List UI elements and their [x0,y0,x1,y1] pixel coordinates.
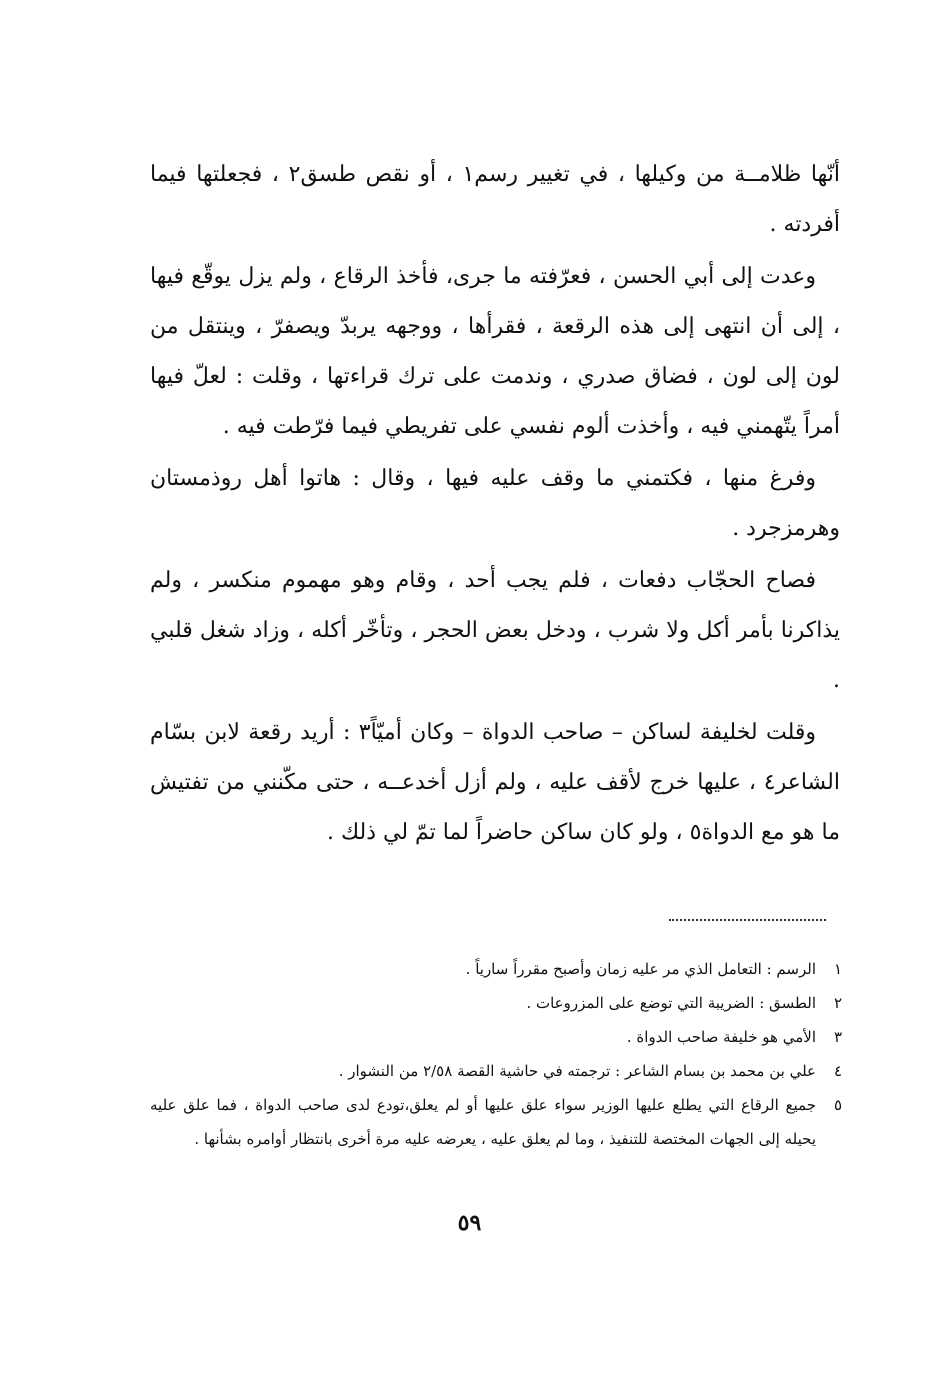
footnote-number: ١ [833,960,842,978]
footnote-item [150,1054,842,1088]
footnote-number: ٣ [833,1028,842,1046]
footnote-text: الأمي هو خليفة صاحب الدواة . [626,1028,816,1046]
footnote-number: ٥ [833,1096,842,1114]
footnote-divider [669,919,826,921]
footnote-text: جميع الرقاع التي يطلع عليها الوزير سواء علق عليها أو لم يعلق،تودع لدى صاحب الدواة ، فما علق عليه يحيله إلى الجهات المختصة للتنفيذ ، وما لم يعلق عليه ، يعرضه عليه مرة أخرى بانتظار أوامره بشأنها . [150,1096,816,1148]
footnote-text: الطسق : الضريبة التي توضع على المزروعات . [526,994,816,1012]
footnote-text: الرسم : التعامل الذي مر عليه زمان وأصبح مقرراً سارياً . [465,960,816,978]
paragraph: وعدت إلى أبي الحسن ، فعرّفته ما جرى، فأخذ الرقاع ، ولم يزل يوقّع فيها ، إلى أن انتهى إلى هذه الرقعة ، فقرأها ، ووجهه يربدّ ويصفرّ ، وينتقل من لون إلى لون ، فضاق صدري ، وندمت على ترك قراءتها ، وقلت : لعلّ فيها أمراً يتّهمني فيه ، وأخذت ألوم نفسي على تفريطي فيما فرّطت فيه . [150,264,840,439]
footnote-item [150,1088,842,1156]
paragraph: فصاح الحجّاب دفعات ، فلم يجب أحد ، وقام وهو مهموم منكسر ، ولم يذاكرنا بأمر أكل ولا شرب ، ودخل بعض الحجر ، وتأخّر أكله ، وزاد شغل قلبي . [150,568,840,693]
paragraph: وقلت لخليفة لساكن – صاحب الدواة – وكان أميّاً٣ : أريد رقعة لابن بسّام الشاعر٤ ، عليها خرج لأقف عليه ، ولم أزل أخدعــه ، حتى مكّنني من تفتيش ما هو مع الدواة٥ ، ولو كان ساكن حاضراً لما تمّ لي ذلك . [150,720,840,845]
page-number: ٥٩ [457,1210,482,1236]
footnote-number: ٢ [833,994,842,1012]
paragraph: أنّها ظلامــة من وكيلها ، في تغيير رسم١ ، أو نقص طسق٢ ، فجعلتها فيما أفردته . [150,162,841,237]
footnote-number: ٤ [833,1062,842,1080]
footnote-text: علي بن محمد بن بسام الشاعر : ترجمته في حاشية القصة ٢/٥٨ من النشوار . [338,1062,816,1080]
main-text-body [150,150,840,860]
footnotes-section [150,952,842,1156]
footnote-item [150,1020,842,1054]
footnote-item [150,952,842,986]
footnote-item [150,986,842,1020]
paragraph: وفرغ منها ، فكتمني ما وقف عليه فيها ، وقال : هاتوا أهل روذمستان وهرمزجرد . [150,466,840,541]
